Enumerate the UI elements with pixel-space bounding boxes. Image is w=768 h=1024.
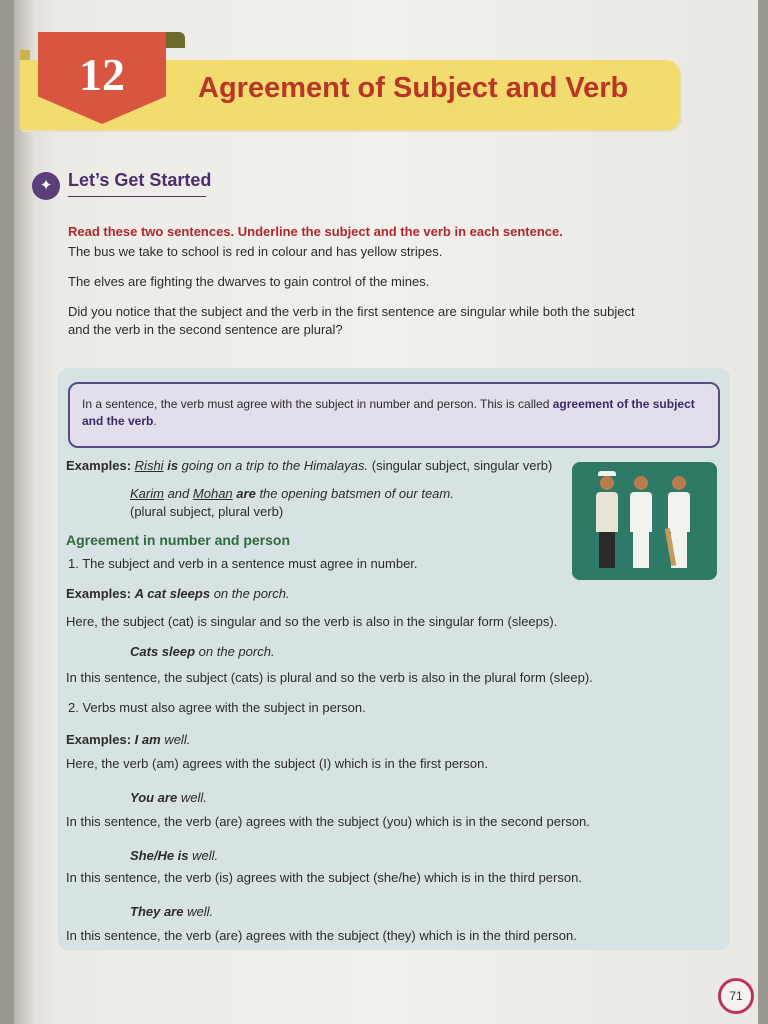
point-1: 1. The subject and verb in a sentence must agree in number. (68, 556, 418, 571)
sentence-1: The bus we take to school is red in colour and has yellow stripes. (68, 244, 443, 259)
example-b: Cats sleep on the porch. (130, 644, 275, 659)
example-2: Karim and Mohan are the opening batsmen of our team. (130, 486, 454, 501)
explanation-f: In this sentence, the verb (are) agrees with the subject (they) which is in the third person. (66, 928, 577, 943)
question-line-2: and the verb in the second sentence are plural? (68, 322, 343, 337)
question-line-1: Did you notice that the subject and the verb in the first sentence are singular while both the subject (68, 304, 635, 319)
explanation-e: In this sentence, the verb (is) agrees with the subject (she/he) which is in the third person. (66, 870, 582, 885)
rocket-icon: ✦ (32, 172, 60, 200)
example-c: Examples: I am well. (66, 732, 191, 747)
page-number: 71 (718, 978, 754, 1014)
subheading: Agreement in number and person (66, 532, 291, 548)
rule-text: In a sentence, the verb must agree with the subject in number and person. This is called agreement of the subject and the verb. (82, 397, 695, 428)
point-2: 2. Verbs must also agree with the subject in person. (68, 700, 366, 715)
explanation-a: Here, the subject (cat) is singular and so the verb is also in the singular form (sleeps). (66, 614, 558, 629)
example-2-note: (plural subject, plural verb) (130, 504, 284, 519)
explanation-b: In this sentence, the subject (cats) is plural and so the verb is also in the plural form (sleep). (66, 670, 593, 685)
player-figure (596, 471, 618, 568)
example-1: Examples: Rishi is going on a trip to the Himalayas. (singular subject, singular verb) (66, 458, 553, 473)
instruction: Read these two sentences. Underline the subject and the verb in each sentence. (68, 224, 563, 239)
example-f: They are well. (130, 904, 214, 919)
example-a: Examples: A cat sleeps on the porch. (66, 586, 290, 601)
page-gutter (14, 0, 36, 1024)
example-e: She/He is well. (130, 848, 219, 863)
explanation-d: In this sentence, the verb (are) agrees with the subject (you) which is in the second person. (66, 814, 590, 829)
section-rule (68, 196, 206, 197)
explanation-c: Here, the verb (am) agrees with the subject (I) which is in the first person. (66, 756, 488, 771)
example-d: You are well. (130, 790, 207, 805)
chapter-number: 12 (79, 49, 125, 100)
chapter-title: Agreement of Subject and Verb (198, 72, 629, 104)
section-title: Let’s Get Started (68, 170, 212, 190)
cricketers-illustration (572, 462, 717, 580)
player-figure (630, 476, 652, 568)
sentence-2: The elves are fighting the dwarves to gain control of the mines. (68, 274, 430, 289)
